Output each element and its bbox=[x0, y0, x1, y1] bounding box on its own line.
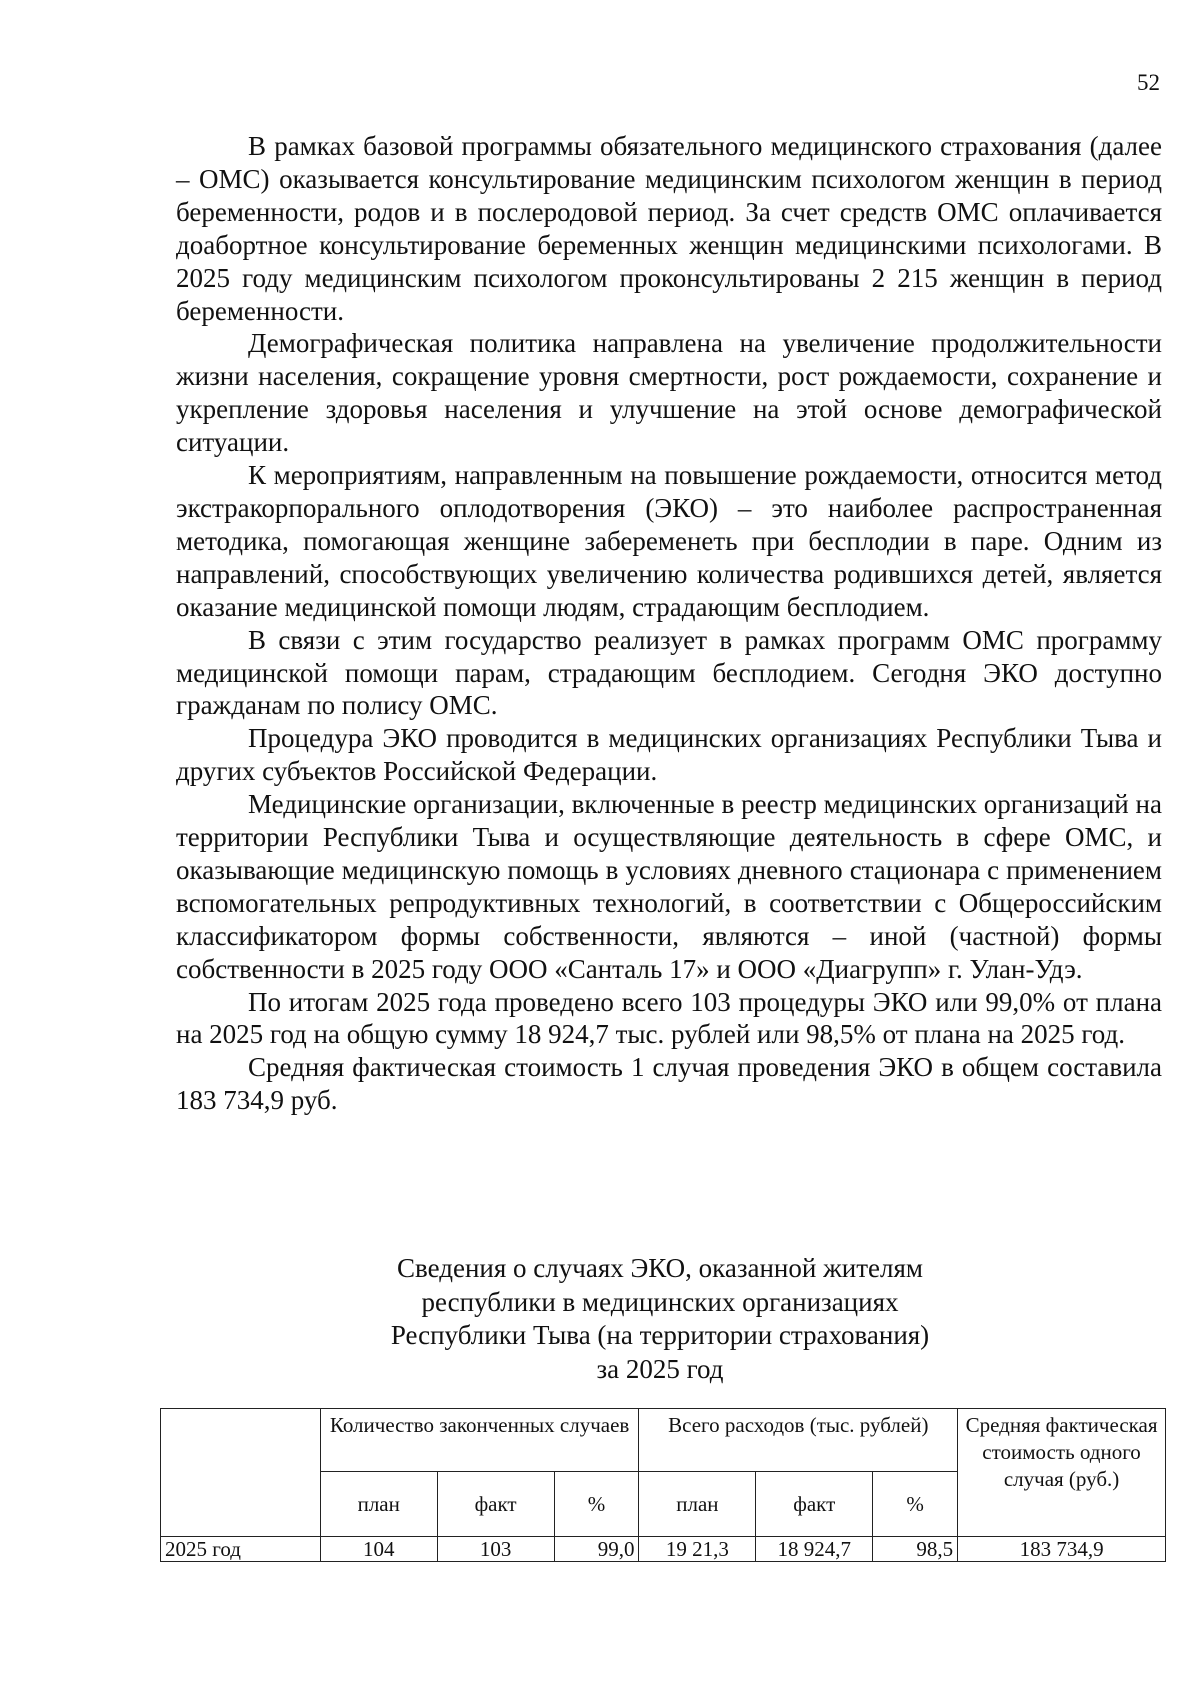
paragraph-oms-psychologist: В рамках базовой программы обязательного медицинского страхования (далее – ОМС) оказывается консультирование медицинским психологом женщин в период беременности, родов и в послеродовой период. За счет средств ОМС оплачивается доабортное консультирование беременных женщин медицинскими психологами. В 2025 году медицинским психологом проконсультированы 2 215 женщин в период беременности. bbox=[176, 131, 1162, 326]
cell-cases-plan: 104 bbox=[320, 1537, 437, 1562]
caption-line: Республики Тыва (на территории страхования) bbox=[390, 1320, 930, 1350]
subheader-cases-percent: % bbox=[554, 1472, 639, 1537]
body-text bbox=[176, 130, 1162, 1117]
cell-cases-fact: 103 bbox=[437, 1537, 554, 1562]
table-header-row bbox=[161, 1409, 1166, 1472]
paragraph-results-2025: По итогам 2025 года проведено всего 103 процедуры ЭКО или 99,0% от плана на 2025 год на общую сумму 18 924,7 тыс. рублей или 98,5% от плана на 2025 год. bbox=[176, 986, 1162, 1050]
table-row bbox=[161, 1537, 1166, 1562]
subheader-expenses-plan: план bbox=[639, 1472, 756, 1537]
page-number: 52 bbox=[1137, 70, 1160, 95]
cell-expenses-fact: 18 924,7 bbox=[756, 1537, 873, 1562]
row-label: 2025 год bbox=[161, 1537, 321, 1562]
paragraph-average-cost: Средняя фактическая стоимость 1 случая проведения ЭКО в общем составила 183 734,9 руб. bbox=[176, 1052, 1162, 1116]
table-header-empty bbox=[161, 1409, 321, 1537]
caption-line: республики в медицинских организациях bbox=[421, 1286, 899, 1317]
caption-line: за 2025 год bbox=[596, 1353, 724, 1384]
caption-line: Сведения о случаях ЭКО, оказанной жителям bbox=[397, 1253, 923, 1283]
paragraph-eco-procedure: Процедура ЭКО проводится в медицинских организациях Республики Тыва и других субъектов Российской Федерации. bbox=[176, 723, 1162, 787]
eco-cases-table bbox=[160, 1408, 1166, 1562]
cell-average-cost: 183 734,9 bbox=[958, 1537, 1166, 1562]
subheader-cases-plan: план bbox=[320, 1472, 437, 1537]
paragraph-demographic-policy: Демографическая политика направлена на увеличение продолжительности жизни населения, сокращение уровня смертности, рост рождаемости, сохранение и укрепление здоровья населения и улучшение на этой основе демографической ситуации. bbox=[176, 328, 1162, 458]
paragraph-medical-organizations: Медицинские организации, включенные в реестр медицинских организаций на территории Республики Тыва и осуществляющие деятельность в сфере ОМС, и оказывающие медицинскую помощь в условиях дневного стационара с применением вспомогательных репродуктивных технологий, в соответствии с Общероссийским классификатором формы собственности, являются – иной (частной) формы собственности в 2025 году ООО «Санталь 17» и ООО «Диагрупп» г. Улан-Удэ. bbox=[176, 789, 1162, 984]
paragraph-state-program: В связи с этим государство реализует в рамках программ ОМС программу медицинской помощи парам, страдающим бесплодием. Сегодня ЭКО доступно гражданам по полису ОМС. bbox=[176, 624, 1162, 721]
subheader-expenses-fact: факт bbox=[756, 1472, 873, 1537]
cell-cases-percent: 99,0 bbox=[554, 1537, 639, 1562]
table-caption bbox=[300, 1252, 1020, 1386]
cell-expenses-plan: 19 21,3 bbox=[639, 1537, 756, 1562]
header-average-cost: Средняя фактическая стоимость одного случая (руб.) bbox=[958, 1409, 1166, 1537]
header-cases-count: Количество законченных случаев bbox=[320, 1409, 639, 1472]
subheader-expenses-percent: % bbox=[873, 1472, 958, 1537]
subheader-cases-fact: факт bbox=[437, 1472, 554, 1537]
cell-expenses-percent: 98,5 bbox=[873, 1537, 958, 1562]
paragraph-eco-method: К мероприятиям, направленным на повышение рождаемости, относится метод экстракорпорального оплодотворения (ЭКО) – это наиболее распространенная методика, помогающая женщине забеременеть при бесплодии в паре. Одним из направлений, способствующих увеличению количества родившихся детей, является оказание медицинской помощи людям, страдающим бесплодием. bbox=[176, 460, 1162, 622]
header-total-expenses: Всего расходов (тыс. рублей) bbox=[639, 1409, 958, 1472]
